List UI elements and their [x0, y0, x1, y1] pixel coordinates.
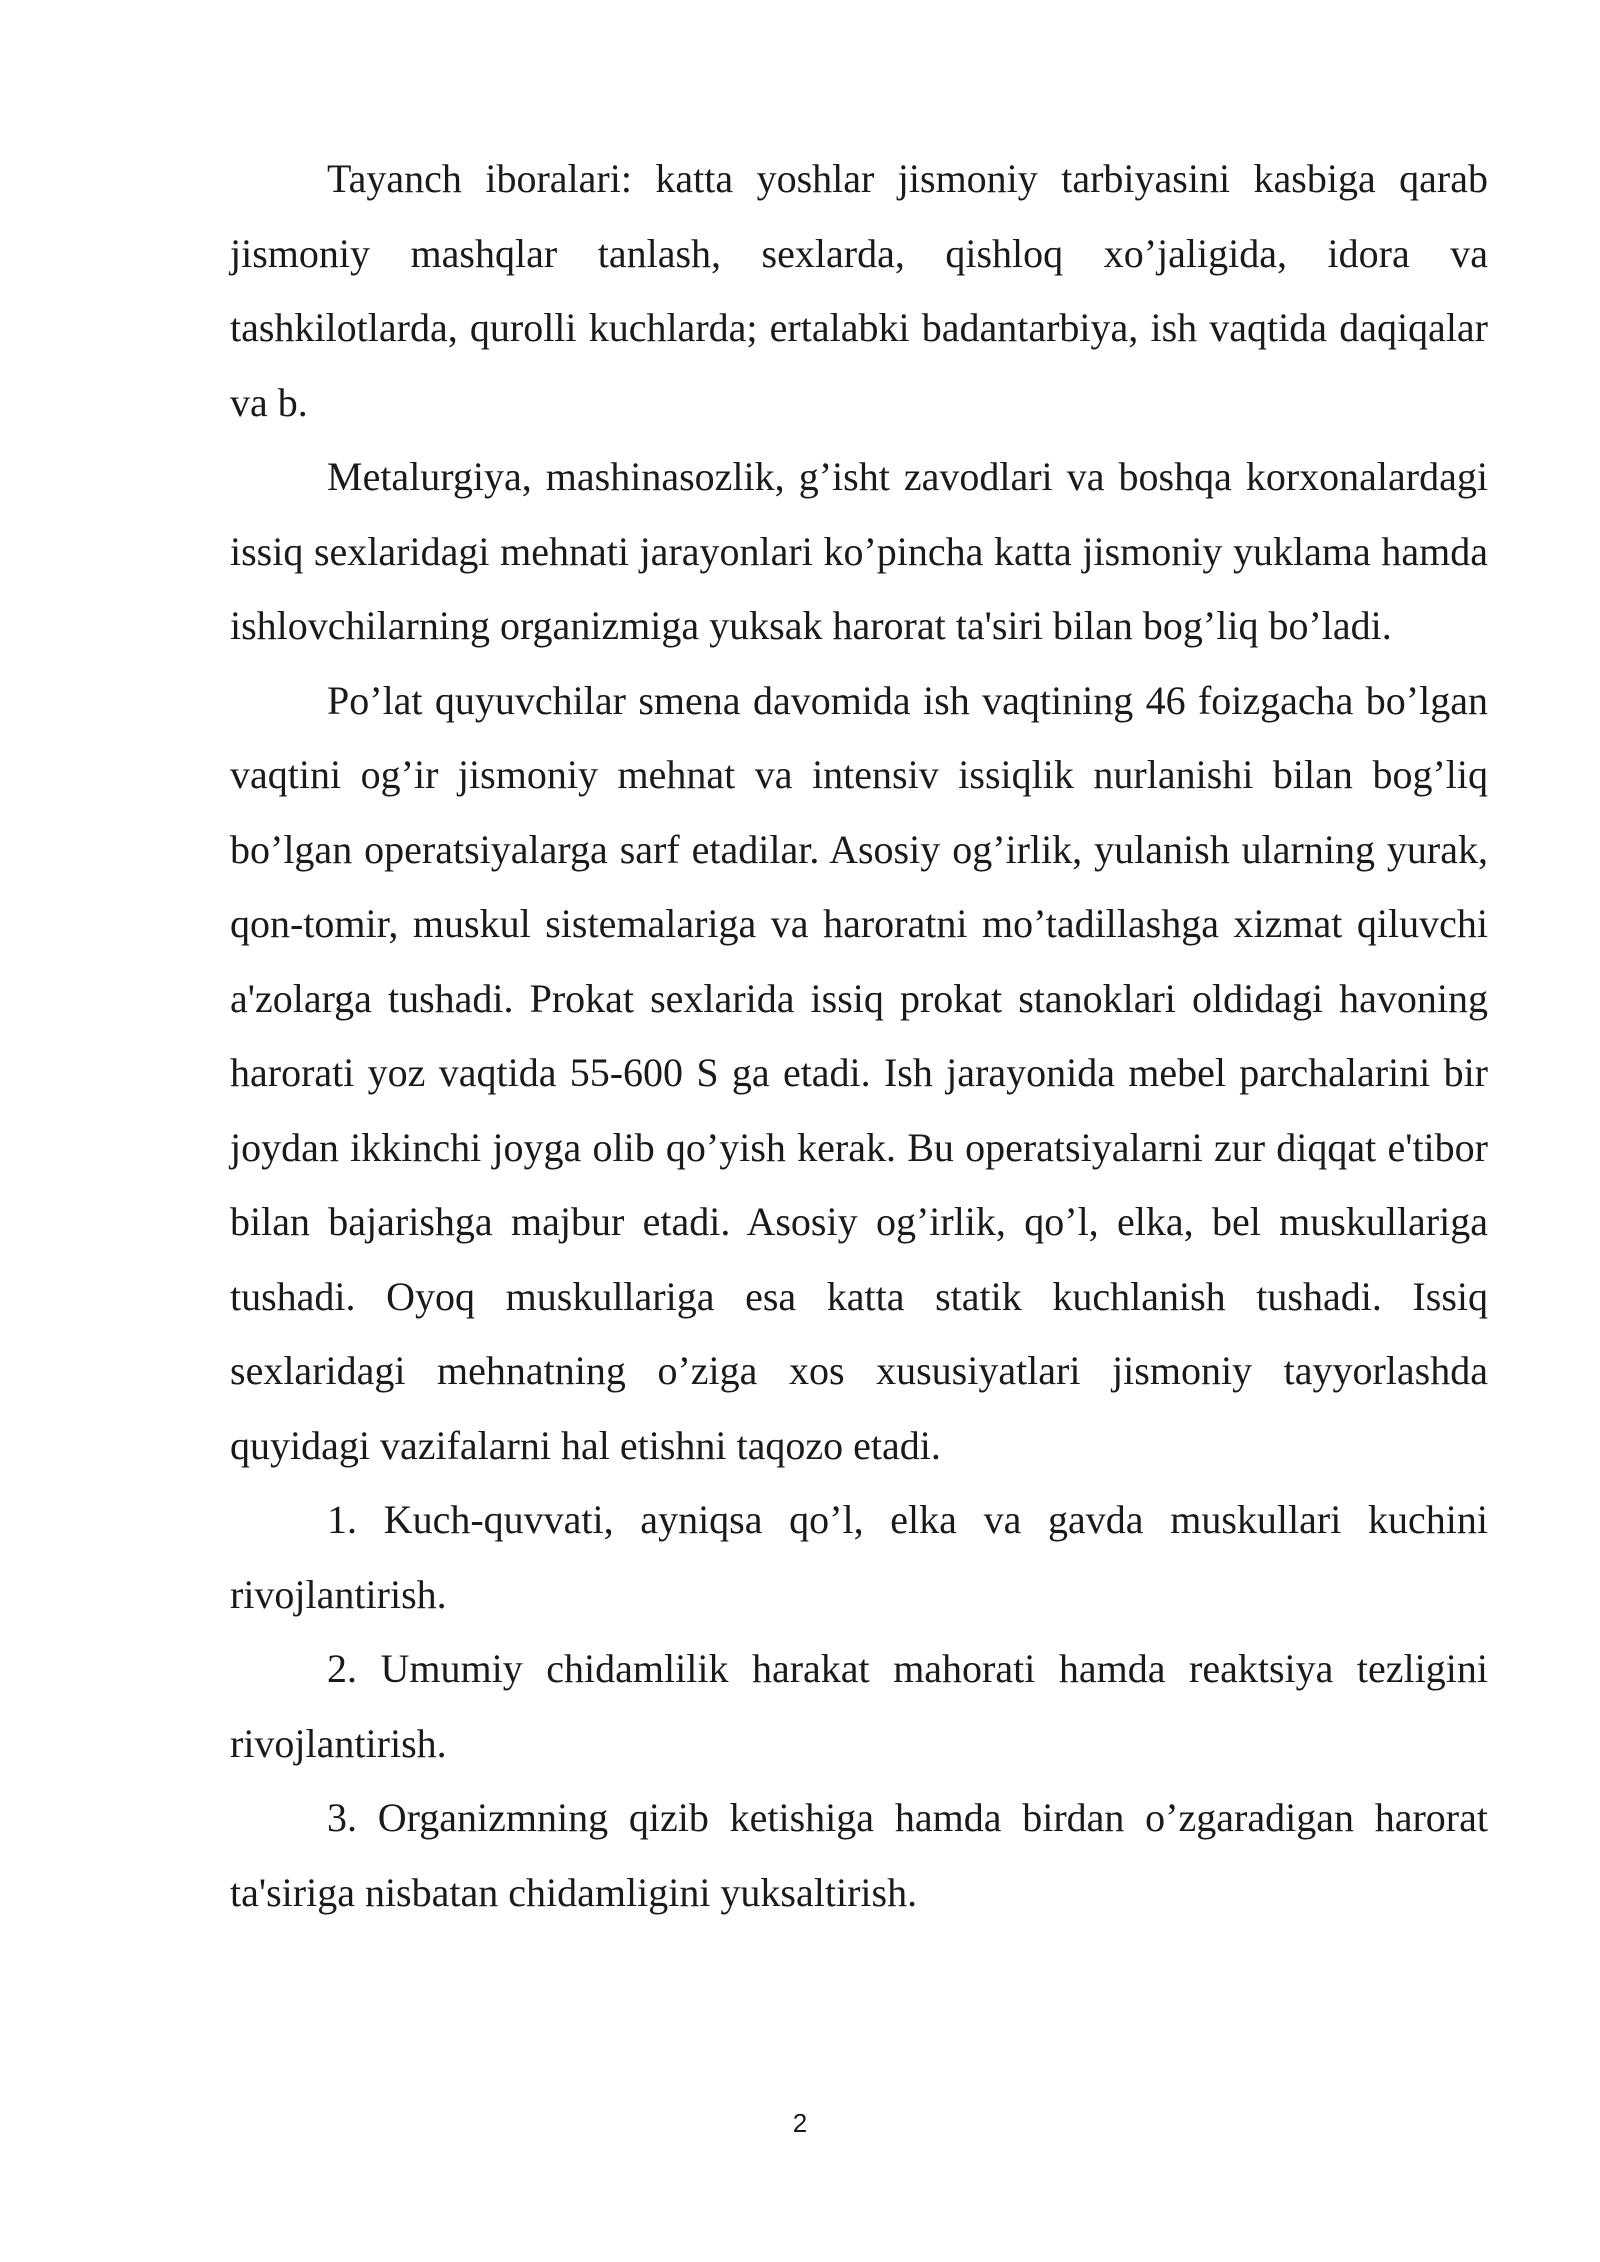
list-item-2: 2. Umumiy chidamlilik harakat mahorati hamda reaktsiya tezligini rivojlantirish.	[230, 1646, 1488, 1766]
list-item-1: 1. Kuch-quvvati, ayniqsa qo’l, elka va gavda muskullari kuchini rivojlantirish.	[230, 1497, 1488, 1617]
paragraph-key-phrases: Tayanch iboralari: katta yoshlar jismoniy tarbiyasini kasbiga qarab jismoniy mashqlar tanlash, sexlarda, qishloq xo’jaligida, idora va tashkilotlarda, qurolli kuchlarda; ertalabki badantarbiya, ish vaqtida daqiqalar va b.	[230, 156, 1488, 425]
paragraph-steel-casters: Po’lat quyuvchilar smena davomida ish vaqtining 46 foizgacha bo’lgan vaqtini og’ir jismoniy mehnat va intensiv issiqlik nurlanishi bilan bog’liq bo’lgan operatsiyalarga sarf etadilar. Asosiy og’irlik, yulanish ularning yurak, qon-tomir, muskul sistemalariga va haroratni mo’tadillashga xizmat qiluvchi a'zolarga tushadi. Prokat sexlarida issiq prokat stanoklari oldidagi havoning harorati yoz vaqtida 55-600 S ga etadi. Ish jarayonida mebel parchalarini bir joydan ikkinchi joyga olib qo’yish kerak. Bu operatsiyalarni zur diqqat e'tibor bilan bajarishga majbur etadi. Asosiy og’irlik, qo’l, elka, bel muskullariga tushadi. Oyoq muskullariga esa katta statik kuchlanish tushadi. Issiq sexlaridagi mehnatning o’ziga xos xususiyatlari jismoniy tayyorlashda quyidagi vazifalarni hal etishni taqozo etadi.	[230, 677, 1488, 1468]
list-item-3: 3. Organizmning qizib ketishiga hamda birdan o’zgaradigan harorat ta'siriga nisbatan chidamligini yuksaltirish.	[230, 1795, 1488, 1915]
paragraph-hot-workshops: Metalurgiya, mashinasozlik, g’isht zavodlari va boshqa korxonalardagi issiq sexlaridagi mehnati jarayonlari ko’pincha katta jismoniy yuklama hamda ishlovchilarning organizmiga yuksak harorat ta'siri bilan bog’liq bo’ladi.	[230, 454, 1488, 648]
body-text	[230, 142, 1488, 1930]
page-number: 2	[792, 2108, 808, 2138]
